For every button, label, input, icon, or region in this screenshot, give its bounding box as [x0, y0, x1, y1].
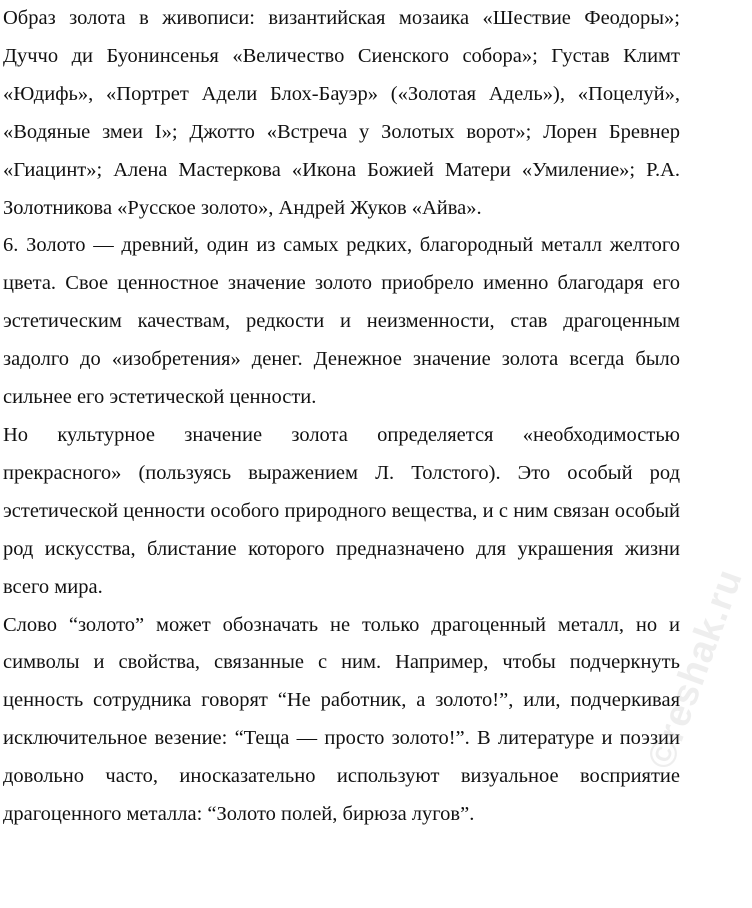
paragraph-painting-list: Образ золота в живописи: византийская мозаика «Шествие Феодоры»; Дуччо ди Буонинсенья «Величество Сиенского собора»; Густав Климт «Юдифь», «Портрет Адели Блох-Бауэр» («Золотая Адель»), «Поцелуй», «Водяные змеи I»; Джотто «Встреча у Золотых ворот»; Лорен Бревнер «Гиацинт»; Алена Мастеркова «Икона Божией Матери «Умиление»; Р.А. Золотникова «Русское золото», Андрей Жуков «Айва». [3, 7, 680, 219]
paragraph-word-gold: Слово “золото” может обозначать не только драгоценный металл, но и символы и свойства, связанные с ним. Например, чтобы подчеркнуть ценность сотрудника говорят “Не работник, а золото!”, или, подчеркивая исключительное везение: “Теща — просто золото!”. В литературе и поэзии довольно часто, иносказательно используют визуальное восприятие драгоценного металла: “Золото полей, бирюза лугов”. [3, 613, 680, 826]
paragraph-gold-metal: 6. Золото — древний, один из самых редких, благородный металл желтого цвета. Свое ценностное значение золото приобрело именно благодаря его эстетическим качествам, редкости и неизменности, став драгоценным задолго до «изобретения» денег. Денежное значение золота всегда было сильнее его эстетической ценности. [3, 234, 680, 409]
document-body [3, 0, 680, 834]
paragraph-cultural-meaning: Но культурное значение золота определяется «необходимостью прекрасного» (пользуясь выражением Л. Толстого). Это особый род эстетической ценности особого природного вещества, и с ним связан особый род искусства, блистание которого предназначено для украшения жизни всего мира. [3, 423, 680, 598]
watermark: ©reshak.ru [640, 563, 751, 775]
